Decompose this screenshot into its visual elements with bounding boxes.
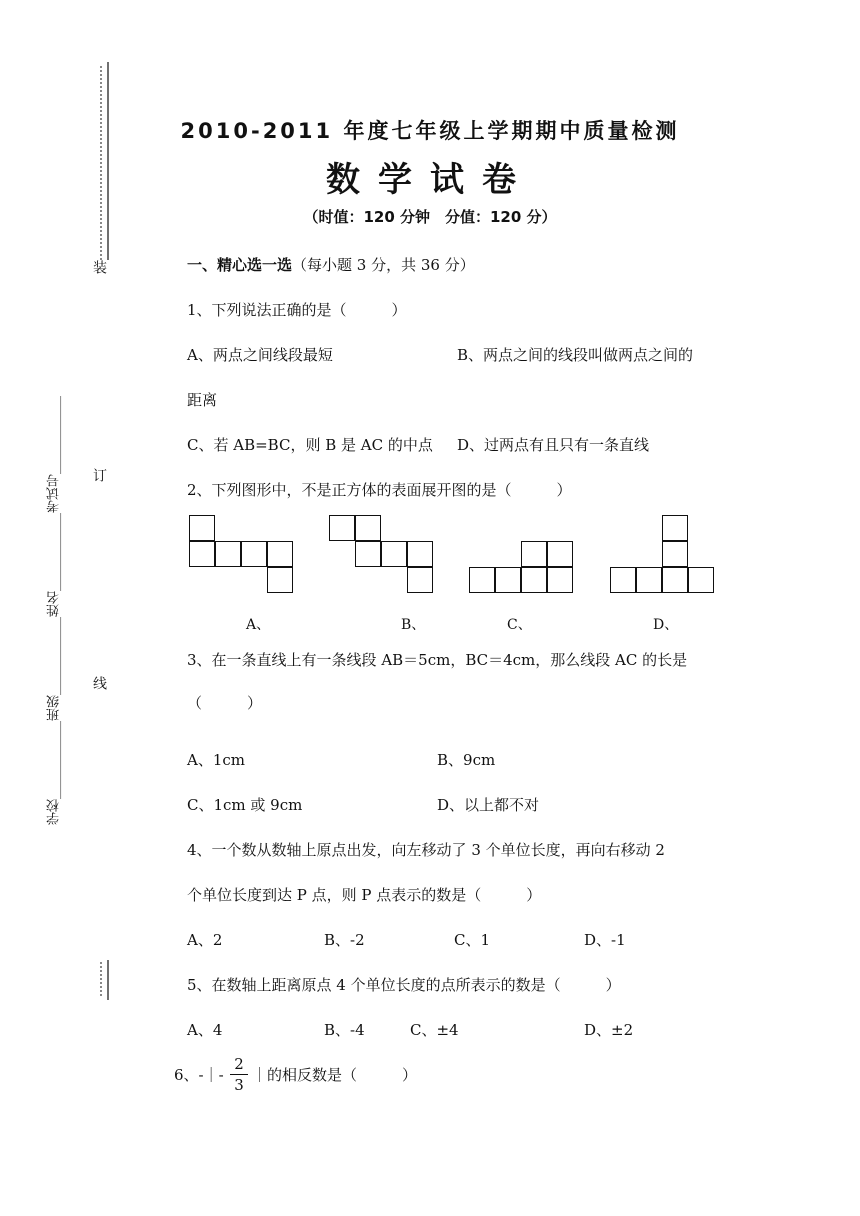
question-1-option-b: B、两点之间的线段叫做两点之间的	[457, 346, 694, 364]
question-4-option-c: C、1	[454, 931, 491, 949]
fraction-bar	[230, 1074, 248, 1075]
question-6-prefix: 6、-｜-	[174, 1066, 224, 1084]
subject-title: 数学试卷	[326, 160, 534, 200]
figure-label-d: D、	[653, 617, 679, 633]
question-4-option-a: A、2	[187, 931, 223, 949]
section-title: 一、精心选一选	[187, 256, 293, 274]
question-3-stem: 3、在一条直线上有一条线段 AB＝5cm，BC＝4cm，那么线段 AC 的长是	[187, 651, 688, 669]
student-info-fields: 学校____________班级____________姓名____________考试号____________	[47, 396, 62, 825]
question-3-option-a: A、1cm	[187, 751, 246, 769]
question-1-stem: 1、下列说法正确的是（ ）	[187, 301, 407, 319]
question-3-option-b: B、9cm	[437, 751, 496, 769]
question-4-stem: 4、一个数从数轴上原点出发，向左移动了 3 个单位长度，再向右移动 2	[187, 841, 665, 859]
question-1-option-a: A、两点之间线段最短	[187, 346, 333, 364]
question-1-option-c: C、若 AB=BC，则 B 是 AC 的中点	[187, 436, 433, 454]
section-heading	[187, 254, 475, 275]
question-5-option-b: B、-4	[324, 1021, 365, 1039]
exam-title: 2010-2011 年度七年级上学期期中质量检测	[180, 119, 680, 143]
question-3-option-d: D、以上都不对	[437, 796, 540, 814]
question-4-option-b: B、-2	[324, 931, 365, 949]
binding-line-label: 装 订 线	[89, 260, 109, 960]
question-6-suffix: ｜的相反数是（ ）	[252, 1066, 418, 1084]
fraction-numerator: 2	[234, 1055, 244, 1073]
question-4-stem-cont: 个单位长度到达 P 点，则 P 点表示的数是（ ）	[187, 886, 542, 904]
question-5-option-a: A、4	[187, 1021, 223, 1039]
section-note: （每小题 3 分，共 36 分）	[292, 256, 475, 274]
figure-label-b: B、	[401, 617, 426, 633]
question-5-option-d: D、±2	[584, 1021, 634, 1039]
question-3-option-c: C、1cm 或 9cm	[187, 796, 303, 814]
question-5-option-c: C、±4	[410, 1021, 459, 1039]
figure-label-c: C、	[507, 617, 532, 633]
question-2-stem: 2、下列图形中，不是正方体的表面展开图的是（ ）	[187, 481, 572, 499]
question-4-option-d: D、-1	[584, 931, 626, 949]
question-3-stem-cont: （ ）	[187, 694, 263, 712]
time-score-info: （时值：120 分钟 分值：120 分）	[303, 208, 557, 226]
question-6-fraction	[230, 1055, 248, 1094]
question-1-option-d: D、过两点有且只有一条直线	[457, 436, 650, 454]
figure-label-a: A、	[246, 617, 271, 633]
question-1-option-b-cont: 距离	[187, 391, 218, 409]
question-5-stem: 5、在数轴上距离原点 4 个单位长度的点所表示的数是（ ）	[187, 976, 621, 994]
fraction-denominator: 3	[234, 1076, 244, 1094]
